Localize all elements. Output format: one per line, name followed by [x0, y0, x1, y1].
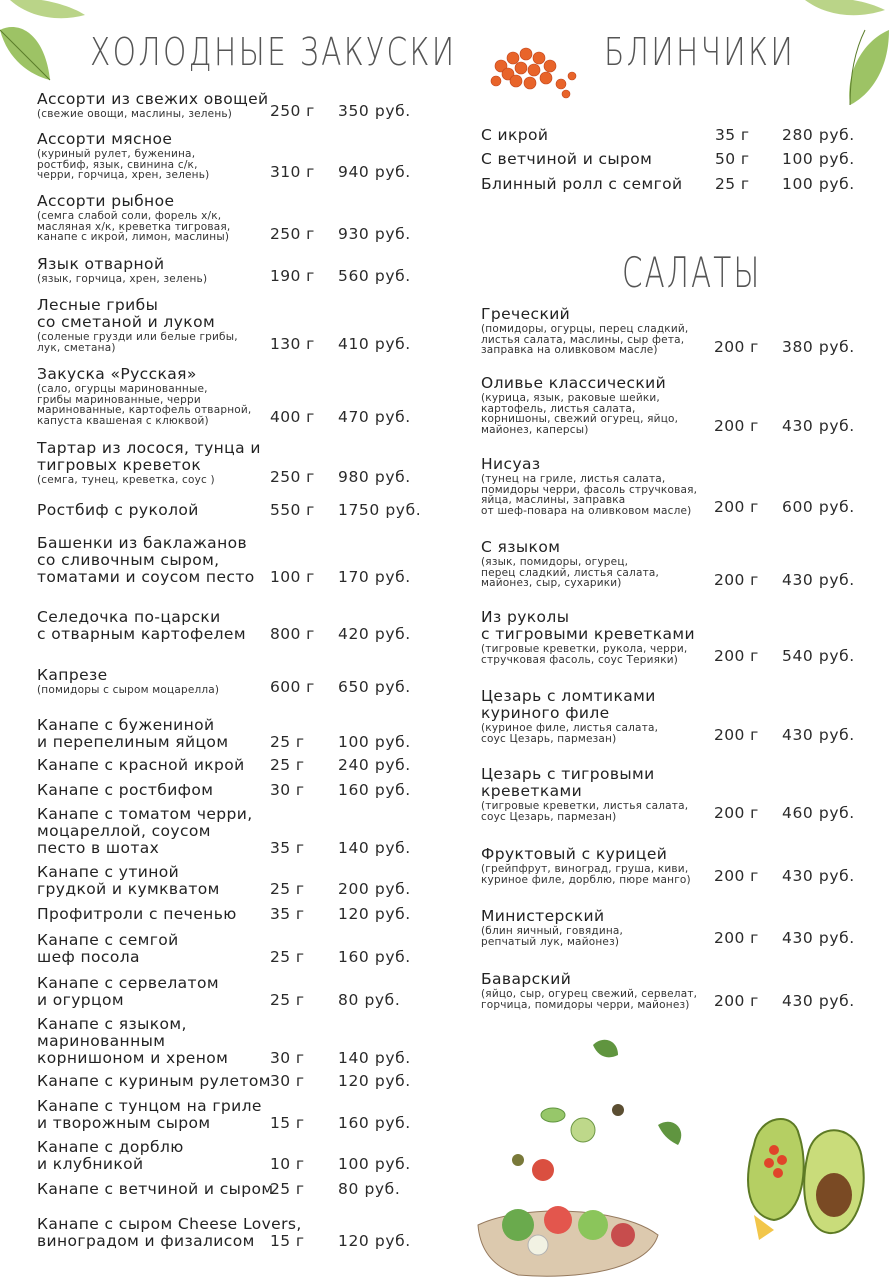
item-name: Канапе с ветчиной и сыром	[37, 1180, 274, 1198]
item-weight: 200 г	[714, 929, 759, 947]
menu-item	[37, 535, 481, 586]
menu-item	[37, 806, 481, 857]
item-name: Из руколы с тигровыми креветками	[481, 608, 695, 643]
item-name: Канапе с ростбифом	[37, 781, 214, 799]
item-description: (курица, язык, раковые шейки, картофель, листья салата, корнишоны, свежий огурец, яйцо, майонез, каперсы)	[481, 392, 679, 436]
item-name: Канапе с красной икрой	[37, 756, 245, 774]
item-price: 240 руб.	[338, 756, 411, 774]
item-weight: 35 г	[270, 839, 305, 857]
item-description: (помидоры с сыром моцарелла)	[37, 684, 220, 696]
item-description: (свежие овощи, маслины, зелень)	[37, 108, 233, 120]
item-price: 170 руб.	[338, 568, 411, 586]
item-name: Министерский	[481, 907, 605, 925]
item-weight: 250 г	[270, 102, 315, 120]
item-weight: 25 г	[270, 948, 305, 966]
item-price: 460 руб.	[782, 804, 855, 822]
item-weight: 50 г	[715, 150, 750, 168]
item-price: 80 руб.	[338, 991, 401, 1009]
item-price: 100 руб.	[338, 733, 411, 751]
item-price: 430 руб.	[782, 726, 855, 744]
menu-item	[37, 975, 481, 1009]
item-price: 280 руб.	[782, 126, 855, 144]
menu-item	[37, 366, 481, 426]
leaves-top-left-icon	[0, 0, 90, 100]
menu-item	[37, 1216, 481, 1250]
item-description: (грейпфрут, виноград, груша, киви, куриное филе, дорблю, пюре манго)	[481, 863, 691, 886]
item-weight: 310 г	[270, 163, 315, 181]
item-weight: 600 г	[270, 678, 315, 696]
menu-item	[37, 667, 481, 696]
section-title-pancakes: БЛИНЧИКИ	[604, 30, 796, 74]
item-price: 100 руб.	[782, 150, 855, 168]
item-name: Оливье классический	[481, 374, 667, 392]
item-description: (яйцо, сыр, огурец свежий, сервелат, горчица, помидоры черри, майонез)	[481, 988, 698, 1011]
item-name: Капрезе	[37, 666, 108, 684]
item-name: Лесные грибы со сметаной и луком	[37, 296, 216, 331]
item-description: (куриный рулет, буженина, ростбиф, язык, свинина с/к, черри, горчица, хрен, зелень)	[37, 148, 210, 181]
item-weight: 100 г	[270, 568, 315, 586]
item-name: Ростбиф с руколой	[37, 501, 199, 519]
item-name: Канапе с языком, маринованным корнишоном и хреном	[37, 1015, 229, 1067]
item-price: 160 руб.	[338, 948, 411, 966]
menu-item	[37, 906, 481, 923]
item-price: 470 руб.	[338, 408, 411, 426]
item-name: С языком	[481, 538, 561, 556]
item-name: Канапе с сервелатом и огурцом	[37, 974, 219, 1009]
item-price: 160 руб.	[338, 781, 411, 799]
caviar-icon	[486, 36, 581, 101]
item-description: (сало, огурцы маринованные, грибы маринованные, черри маринованные, картофель отварной, капуста квашеная с клюквой)	[37, 383, 252, 427]
item-price: 540 руб.	[782, 647, 855, 665]
section-title-salads: САЛАТЫ	[622, 248, 762, 297]
item-name: Канапе с томатом черри, моцареллой, соусом песто в шотах	[37, 805, 253, 857]
item-name: Канапе с семгой шеф посола	[37, 931, 179, 966]
item-description: (куриное филе, листья салата, соус Цезарь, пармезан)	[481, 722, 659, 745]
item-weight: 35 г	[715, 126, 750, 144]
item-price: 140 руб.	[338, 1049, 411, 1067]
item-price: 100 руб.	[782, 175, 855, 193]
salad-bowl-icon	[458, 1035, 718, 1280]
item-description: (соленые грузди или белые грибы, лук, сметана)	[37, 331, 238, 354]
item-description: (помидоры, огурцы, перец сладкий, листья салата, маслины, сыр фета, заправка на оливковом масле)	[481, 323, 689, 356]
item-name: Фруктовый с курицей	[481, 845, 668, 863]
item-weight: 250 г	[270, 225, 315, 243]
item-price: 430 руб.	[782, 417, 855, 435]
menu-item	[37, 193, 481, 243]
item-weight: 550 г	[270, 501, 315, 519]
item-price: 200 руб.	[338, 880, 411, 898]
item-name: С ветчиной и сыром	[481, 150, 653, 168]
item-name: Ассорти мясное	[37, 130, 173, 148]
item-price: 600 руб.	[782, 498, 855, 516]
item-name: Ассорти из свежих овощей	[37, 90, 269, 108]
item-name: Канапе с сыром Cheese Lovers, виноградом и физалисом	[37, 1215, 302, 1250]
item-weight: 200 г	[714, 647, 759, 665]
item-name: Канапе с тунцом на гриле и творожным сыром	[37, 1097, 262, 1132]
menu-item	[37, 609, 481, 643]
item-price: 120 руб.	[338, 1072, 411, 1090]
item-price: 80 руб.	[338, 1180, 401, 1198]
item-price: 120 руб.	[338, 905, 411, 923]
item-price: 430 руб.	[782, 571, 855, 589]
item-description: (семга, тунец, креветка, соус )	[37, 474, 215, 486]
item-weight: 30 г	[270, 1072, 305, 1090]
item-price: 980 руб.	[338, 468, 411, 486]
menu-item	[37, 1139, 481, 1173]
item-weight: 200 г	[714, 338, 759, 356]
item-name: Канапе с дорблю и клубникой	[37, 1138, 184, 1173]
item-description: (тигровые креветки, листья салата, соус Цезарь, пармезан)	[481, 800, 689, 823]
item-weight: 800 г	[270, 625, 315, 643]
item-weight: 25 г	[270, 733, 305, 751]
menu-item	[37, 440, 481, 486]
item-price: 430 руб.	[782, 867, 855, 885]
item-weight: 25 г	[270, 756, 305, 774]
item-weight: 200 г	[714, 571, 759, 589]
menu-item	[37, 91, 481, 120]
item-name: Канапе с утиной грудкой и кумкватом	[37, 863, 220, 898]
item-price: 120 руб.	[338, 1232, 411, 1250]
item-price: 380 руб.	[782, 338, 855, 356]
item-weight: 30 г	[270, 1049, 305, 1067]
item-weight: 10 г	[270, 1155, 305, 1173]
menu-item	[37, 297, 481, 353]
section-title-cold-appetizers: ХОЛОДНЫЕ ЗАКУСКИ	[90, 30, 457, 74]
item-weight: 15 г	[270, 1232, 305, 1250]
menu-item	[37, 1073, 481, 1090]
menu-item	[37, 932, 481, 966]
menu-item	[37, 1181, 481, 1198]
item-name: Ассорти рыбное	[37, 192, 175, 210]
item-description: (блин яичный, говядина, репчатый лук, майонез)	[481, 925, 624, 948]
item-name: Язык отварной	[37, 255, 165, 273]
item-price: 430 руб.	[782, 929, 855, 947]
item-price: 1750 руб.	[338, 501, 422, 519]
item-description: (язык, горчица, хрен, зелень)	[37, 273, 208, 285]
item-description: (язык, помидоры, огурец, перец сладкий, листья салата, майонез, сыр, сухарики)	[481, 556, 660, 589]
item-price: 410 руб.	[338, 335, 411, 353]
item-name: Башенки из баклажанов со сливочным сыром, томатами и соусом песто	[37, 534, 255, 586]
item-price: 100 руб.	[338, 1155, 411, 1173]
item-weight: 25 г	[270, 1180, 305, 1198]
item-name: Баварский	[481, 970, 572, 988]
item-weight: 25 г	[270, 880, 305, 898]
item-weight: 30 г	[270, 781, 305, 799]
item-price: 930 руб.	[338, 225, 411, 243]
menu-item	[37, 1098, 481, 1132]
menu-item	[37, 757, 481, 774]
menu-item	[37, 1016, 481, 1067]
item-weight: 400 г	[270, 408, 315, 426]
item-weight: 35 г	[270, 905, 305, 923]
item-price: 420 руб.	[338, 625, 411, 643]
menu-item	[37, 256, 481, 285]
item-weight: 190 г	[270, 267, 315, 285]
item-price: 560 руб.	[338, 267, 411, 285]
item-weight: 15 г	[270, 1114, 305, 1132]
item-name: Блинный ролл с семгой	[481, 175, 683, 193]
item-price: 160 руб.	[338, 1114, 411, 1132]
item-name: Профитроли с печенью	[37, 905, 237, 923]
item-weight: 200 г	[714, 726, 759, 744]
avocado-icon	[734, 1105, 889, 1250]
item-name: Нисуаз	[481, 455, 541, 473]
item-weight: 200 г	[714, 498, 759, 516]
item-name: Цезарь с тигровыми креветками	[481, 765, 655, 800]
item-name: Цезарь с ломтиками куриного филе	[481, 687, 656, 722]
item-description: (тигровые креветки, рукола, черри, стручковая фасоль, соус Терияки)	[481, 643, 688, 666]
menu-item	[37, 131, 481, 181]
menu-item	[37, 864, 481, 898]
item-price: 650 руб.	[338, 678, 411, 696]
item-price: 430 руб.	[782, 992, 855, 1010]
item-name: Тартар из лосося, тунца и тигровых креветок	[37, 439, 261, 474]
item-name: Греческий	[481, 305, 571, 323]
item-weight: 200 г	[714, 867, 759, 885]
item-weight: 25 г	[715, 175, 750, 193]
item-weight: 200 г	[714, 804, 759, 822]
item-description: (семга слабой соли, форель х/к, масляная х/к, креветка тигровая, канапе с икрой, лимон, маслины)	[37, 210, 231, 243]
item-weight: 200 г	[714, 417, 759, 435]
item-name: Канапе с куриным рулетом	[37, 1072, 271, 1090]
menu-item	[37, 717, 481, 751]
item-weight: 130 г	[270, 335, 315, 353]
item-weight: 250 г	[270, 468, 315, 486]
leaves-top-right-icon	[795, 0, 889, 110]
item-name: Селедочка по-царски с отварным картофелем	[37, 608, 246, 643]
item-name: Закуска «Русская»	[37, 365, 197, 383]
item-description: (тунец на гриле, листья салата, помидоры черри, фасоль стручковая, яйца, маслины, заправка от шеф-повара на оливковом масле)	[481, 473, 698, 517]
item-weight: 200 г	[714, 992, 759, 1010]
item-price: 940 руб.	[338, 163, 411, 181]
item-price: 350 руб.	[338, 102, 411, 120]
menu-item	[37, 782, 481, 799]
item-weight: 25 г	[270, 991, 305, 1009]
item-price: 140 руб.	[338, 839, 411, 857]
item-name: С икрой	[481, 126, 549, 144]
item-name: Канапе с бужениной и перепелиным яйцом	[37, 716, 229, 751]
